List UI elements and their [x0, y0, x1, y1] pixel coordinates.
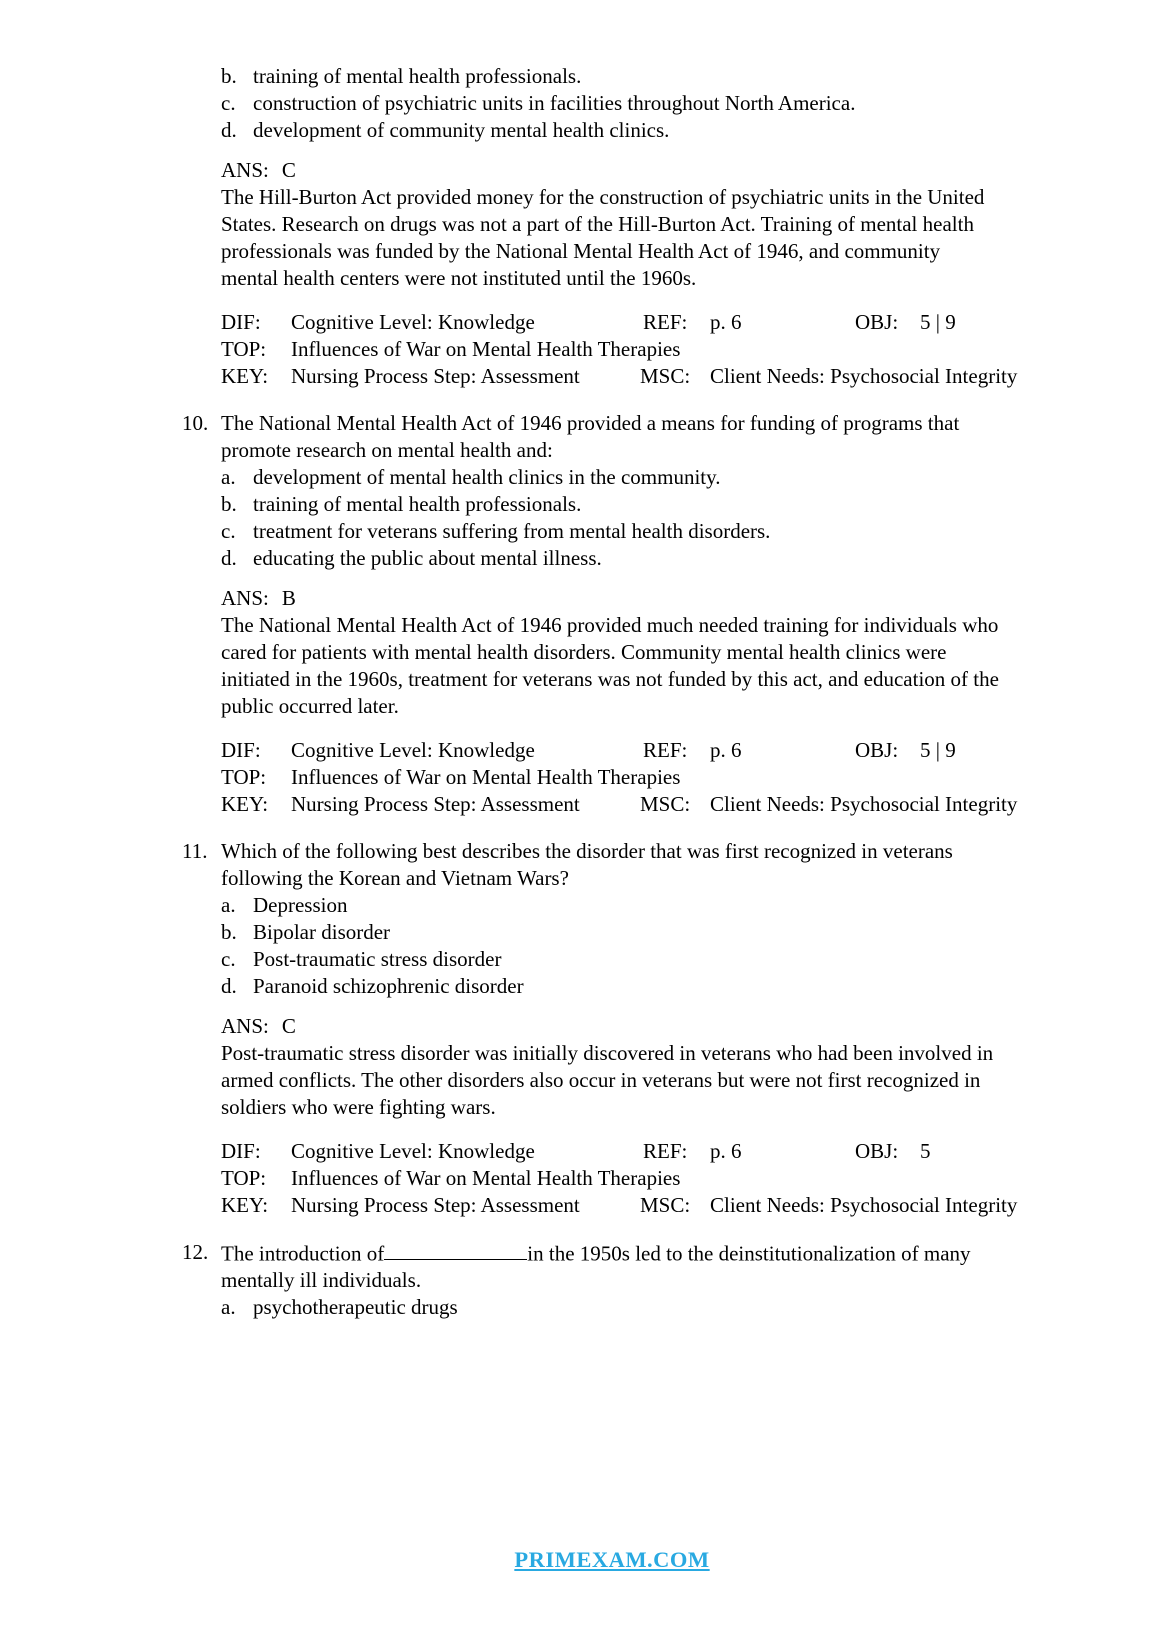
msc-value: Client Needs: Psychosocial Integrity [710, 364, 1018, 388]
rationale-line: initiated in the 1960s, treatment for veterans was not funded by this act, and education of the [221, 667, 999, 691]
ref-label: REF: [643, 738, 688, 762]
obj-value: 5 | 9 [920, 310, 956, 334]
option-letter: a. [221, 1295, 236, 1320]
stem-line: The National Mental Health Act of 1946 provided a means for funding of programs that [221, 411, 960, 435]
key-value: Nursing Process Step: Assessment [291, 364, 580, 388]
option-text: educating the public about mental illness. [253, 546, 602, 570]
option-text: psychotherapeutic drugs [253, 1295, 458, 1320]
rationale-line: cared for patients with mental health disorders. Community mental health clinics were [221, 640, 947, 664]
answer-line [221, 585, 1041, 612]
option-letter: b. [221, 492, 237, 516]
option-letter: d. [221, 118, 237, 142]
option-text: Paranoid schizophrenic disorder [253, 974, 524, 998]
question-number: 12. [182, 1240, 209, 1264]
option-row [221, 892, 1041, 919]
stem-line: promote research on mental health and: [221, 438, 553, 462]
answer-value: C [281, 158, 296, 182]
msc-label: MSC: [640, 364, 691, 388]
option-letter: d. [221, 546, 237, 570]
answer-label: ANS: [221, 158, 269, 182]
option-row [221, 117, 1041, 144]
question-block [182, 1239, 1041, 1321]
rationale-line: States. Research on drugs was not a part of the Hill-Burton Act. Training of mental health [221, 212, 974, 236]
key-label: KEY: [221, 792, 269, 816]
top-value: Influences of War on Mental Health Therapies [291, 1166, 681, 1190]
ref-label: REF: [643, 310, 688, 334]
stem-text-post: in the 1950s led to the deinstitutionalization of many [527, 1241, 971, 1266]
dif-value: Cognitive Level: Knowledge [291, 310, 535, 334]
obj-label: OBJ: [855, 1139, 899, 1163]
question-block [182, 838, 1041, 1219]
option-text: Depression [253, 893, 348, 917]
answer-section [221, 585, 1041, 720]
option-row [221, 90, 1041, 117]
question-block [221, 63, 1041, 390]
option-letter: a. [221, 893, 236, 917]
fill-in-blank-underline [384, 1239, 527, 1260]
option-text: Bipolar disorder [253, 920, 391, 944]
meta-line-top [221, 764, 1041, 791]
option-row [221, 973, 1041, 1000]
option-text: development of community mental health clinics. [253, 118, 670, 142]
meta-section [221, 1138, 1041, 1219]
option-letter: a. [221, 465, 236, 489]
answer-label: ANS: [221, 1014, 269, 1038]
option-text: construction of psychiatric units in facilities throughout North America. [253, 91, 856, 115]
meta-line-key [221, 1192, 1041, 1219]
dif-label: DIF: [221, 738, 261, 762]
footer-link[interactable]: PRIMEXAM.COM [514, 1547, 710, 1572]
dif-value: Cognitive Level: Knowledge [291, 738, 535, 762]
msc-label: MSC: [640, 1193, 691, 1217]
ref-value: p. 6 [710, 738, 742, 762]
key-label: KEY: [221, 364, 269, 388]
answer-line [221, 1013, 1041, 1040]
obj-label: OBJ: [855, 310, 899, 334]
key-value: Nursing Process Step: Assessment [291, 1193, 580, 1217]
stem-line: following the Korean and Vietnam Wars? [221, 866, 569, 890]
question-number: 10. [182, 411, 209, 435]
option-letter: c. [221, 947, 236, 971]
option-row [221, 946, 1041, 973]
ref-value: p. 6 [710, 310, 742, 334]
top-value: Influences of War on Mental Health Therapies [291, 765, 681, 789]
meta-line-dif [221, 737, 1041, 764]
rationale-line: The National Mental Health Act of 1946 provided much needed training for individuals who [221, 613, 999, 637]
dif-value: Cognitive Level: Knowledge [291, 1139, 535, 1163]
ref-value: p. 6 [710, 1139, 742, 1163]
rationale-line: professionals was funded by the National Mental Health Act of 1946, and community [221, 239, 941, 263]
rationale-line: Post-traumatic stress disorder was initially discovered in veterans who had been involved in [221, 1041, 994, 1065]
meta-line-top [221, 336, 1041, 363]
obj-label: OBJ: [855, 738, 899, 762]
key-label: KEY: [221, 1193, 269, 1217]
msc-label: MSC: [640, 792, 691, 816]
msc-value: Client Needs: Psychosocial Integrity [710, 792, 1018, 816]
question-block [182, 410, 1041, 818]
meta-line-key [221, 791, 1041, 818]
option-row [221, 491, 1041, 518]
answer-value: C [281, 1014, 296, 1038]
dif-label: DIF: [221, 1139, 261, 1163]
option-row [221, 464, 1041, 491]
dif-label: DIF: [221, 310, 261, 334]
option-text: development of mental health clinics in the community. [253, 465, 721, 489]
option-text: training of mental health professionals. [253, 64, 582, 88]
top-label: TOP: [221, 1166, 267, 1190]
answer-section [221, 1013, 1041, 1121]
rationale-line: public occurred later. [221, 694, 399, 718]
rationale-line: armed conflicts. The other disorders also occur in veterans but were not first recognized in [221, 1068, 981, 1092]
top-label: TOP: [221, 765, 267, 789]
meta-section [221, 737, 1041, 818]
meta-line-dif [221, 309, 1041, 336]
option-row [221, 545, 1041, 572]
option-row [221, 1294, 1041, 1321]
question-number: 11. [182, 839, 208, 863]
meta-line-dif [221, 1138, 1041, 1165]
stem-text-pre: The introduction of [221, 1241, 385, 1266]
rationale-line: mental health centers were not instituted until the 1960s. [221, 266, 697, 290]
rationale-line: soldiers who were fighting wars. [221, 1095, 496, 1119]
option-row [221, 919, 1041, 946]
answer-line [221, 157, 1041, 184]
obj-value: 5 [920, 1139, 931, 1163]
option-row [221, 518, 1041, 545]
option-row [221, 63, 1041, 90]
top-value: Influences of War on Mental Health Therapies [291, 337, 681, 361]
option-letter: c. [221, 519, 236, 543]
answer-value: B [281, 586, 296, 610]
obj-value: 5 | 9 [920, 738, 956, 762]
option-text: treatment for veterans suffering from mental health disorders. [253, 519, 771, 543]
key-value: Nursing Process Step: Assessment [291, 792, 580, 816]
rationale-line: The Hill-Burton Act provided money for the construction of psychiatric units in the United [221, 185, 985, 209]
msc-value: Client Needs: Psychosocial Integrity [710, 1193, 1018, 1217]
option-letter: b. [221, 64, 237, 88]
option-text: Post-traumatic stress disorder [253, 947, 502, 971]
answer-section [221, 157, 1041, 292]
option-letter: c. [221, 91, 236, 115]
stem-line: Which of the following best describes the disorder that was first recognized in veterans [221, 839, 953, 863]
stem-line: mentally ill individuals. [221, 1268, 422, 1293]
meta-section [221, 309, 1041, 390]
ref-label: REF: [643, 1139, 688, 1163]
answer-label: ANS: [221, 586, 269, 610]
page-footer [0, 1546, 1159, 1574]
option-letter: d. [221, 974, 237, 998]
top-label: TOP: [221, 337, 267, 361]
stem-line [221, 1239, 1041, 1267]
option-text: training of mental health professionals. [253, 492, 582, 516]
option-letter: b. [221, 920, 237, 944]
meta-line-key [221, 363, 1041, 390]
meta-line-top [221, 1165, 1041, 1192]
